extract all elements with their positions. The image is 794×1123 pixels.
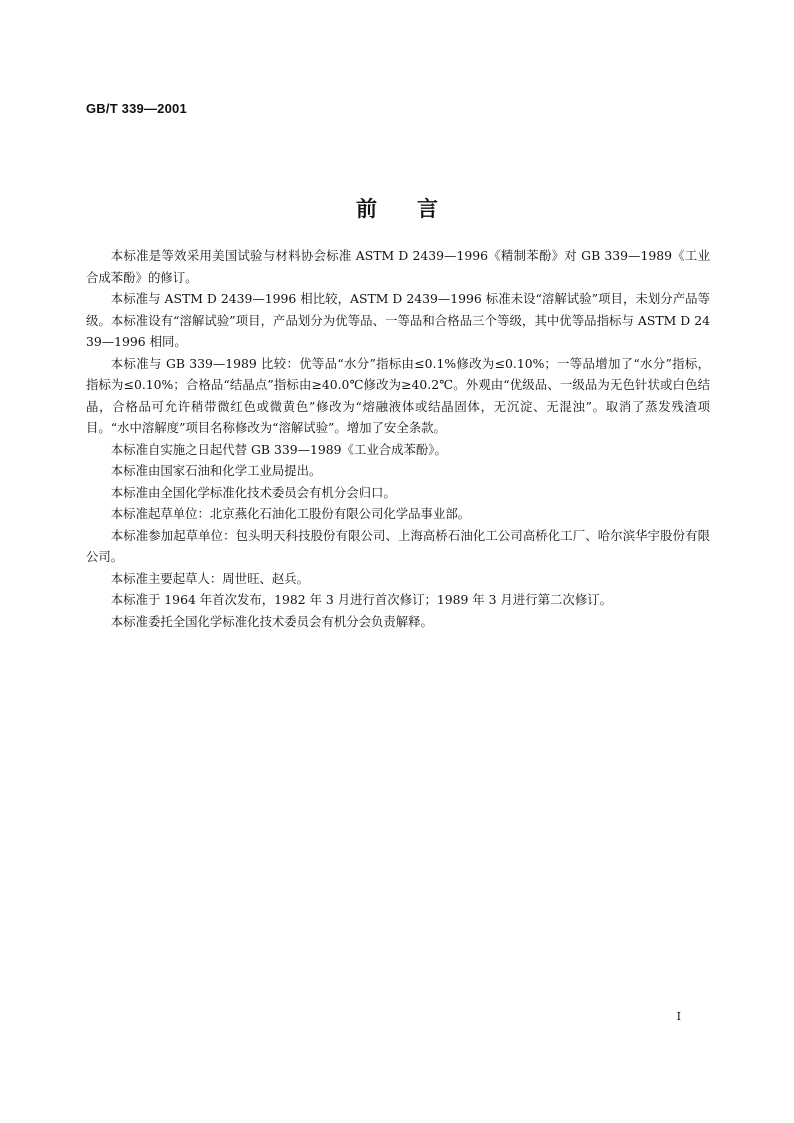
paragraph-administrator: 本标准由全国化学标准化技术委员会有机分会归口。 (110, 484, 396, 500)
page-number: I (676, 1010, 681, 1023)
paragraph-participating-units: 本标准参加起草单位：包头明天科技股份有限公司、上海高桥石油化工公司高桥化工厂、哈尔滨华宇股份有限公司。 (86, 527, 710, 564)
paragraph-drafting-unit: 本标准起草单位：北京燕化石油化工股份有限公司化学品事业部。 (110, 506, 471, 521)
standard-code: GB/T 339—2001 (86, 101, 187, 116)
paragraph-replacement: 本标准自实施之日起代替 GB 339—1989《工业合成苯酚》。 (110, 441, 447, 457)
paragraph-proposer: 本标准由国家石油和化学工业局提出。 (110, 463, 322, 478)
paragraph-history: 本标准于 1964 年首次发布，1982 年 3 月进行首次修订；1989 年 3 月进行第二次修订。 (110, 592, 612, 607)
paragraph-drafters: 本标准主要起草人：周世旺、赵兵。 (110, 570, 310, 586)
paragraph-gb-comparison: 本标准与 GB 339—1989 比较：优等品“水分”指标由≤0.1%修改为≤0.10%；一等品增加了“水分”指标，指标为≤0.10%；合格品“结晶点”指标由≥40.0℃修改为≥40.2℃。外观由“优级品、一级品为无色针状或白色结晶，合格品可允许稍带微红色或微黄色”修改为“熔融液体或结晶固体，无沉淀、无混浊”。取消了蒸发残渣项目。“水中溶解度”项目名称修改为“溶解试验”。增加了安全条款。 (86, 355, 710, 435)
paragraph-adoption: 本标准是等效采用美国试验与材料协会标准 ASTM D 2439—1996《精制苯酚》对 GB 339—1989《工业合成苯酚》的修订。 (86, 248, 710, 285)
paragraph-astm-comparison: 本标准与 ASTM D 2439—1996 相比较，ASTM D 2439—1996 标准未设“溶解试验”项目，未划分产品等级。本标准设有“溶解试验”项目，产品划分为优等品、一等品和合格品三个等级，其中优等品指标与 ASTM D 2439—1996 相同。 (86, 291, 710, 349)
page-title: 前言 (356, 197, 478, 221)
preface-body (86, 245, 710, 632)
paragraph-interpretation: 本标准委托全国化学标准化技术委员会有机分会负责解释。 (110, 613, 433, 629)
